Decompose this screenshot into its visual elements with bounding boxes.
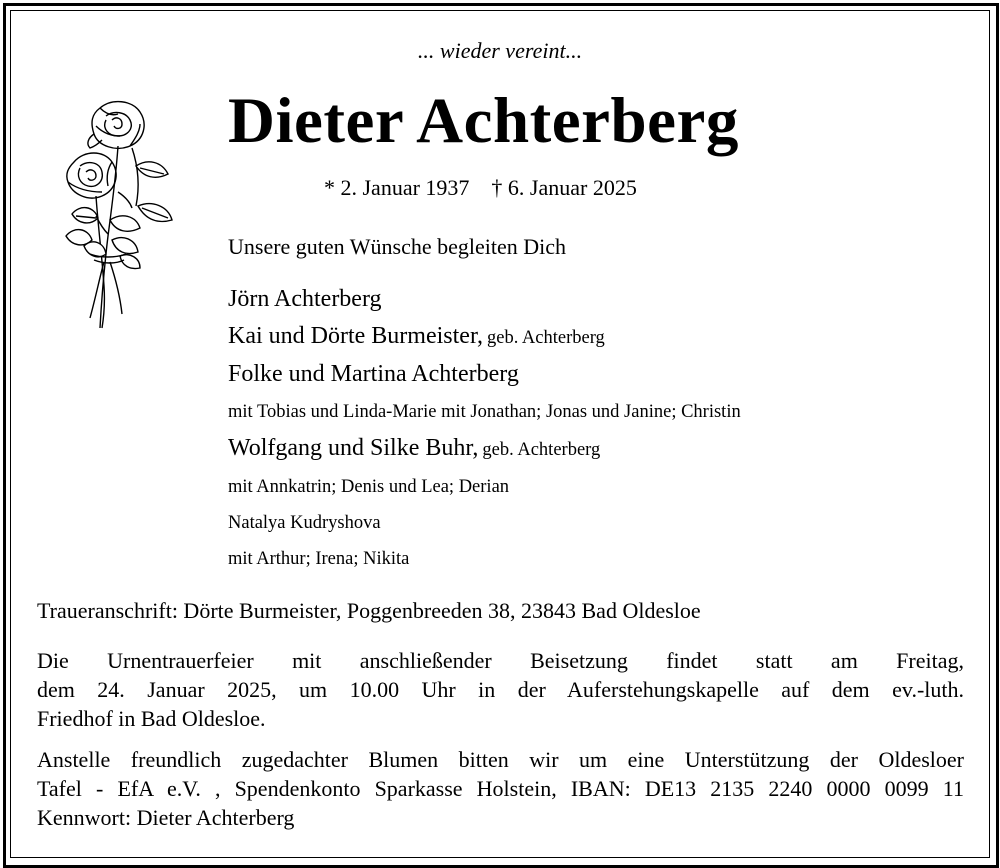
donation-line: Anstelle freundlich zugedachter Blumen bitten wir um eine Unterstützung der Oldesloer [37,747,964,772]
mourner-name: Folke und Martina Achterberg [228,361,519,387]
deceased-name: Dieter Achterberg [228,85,739,157]
mourner-entry [228,435,600,462]
ceremony-paragraph [37,646,964,733]
mourning-address: Traueranschrift: Dörte Burmeister, Poggenbreeden 38, 23843 Bad Oldesloe [37,598,701,623]
birth-date: * 2. Januar 1937 [324,175,470,200]
donation-line: Kennwort: Dieter Achterberg [37,805,295,830]
upper-rose-icon [88,102,144,149]
maiden-name-note: geb. Achterberg [486,328,605,348]
wishes-line: Unsere guten Wünsche begleiten Dich [228,234,567,259]
ceremony-line: Die Urnentrauerfeier mit anschließender Beisetzung findet statt am Freitag, [37,648,964,673]
mourner-name: Jörn Achterberg [228,286,382,312]
mourner-name: Natalya Kudryshova [228,513,381,533]
donation-line: Tafel - EfA e.V. , Spendenkonto Sparkasse Holstein, IBAN: DE13 2135 2240 0000 0099 11 [37,776,964,801]
mourner-children: mit Tobias und Linda-Marie mit Jonathan; Jonas und Janine; Christin [228,402,741,422]
ceremony-line: dem 24. Januar 2025, um 10.00 Uhr in der Auferstehungskapelle auf dem ev.-luth. [37,677,964,702]
death-date: † 6. Januar 2025 [491,175,637,200]
mourner-name: Wolfgang und Silke Buhr, [228,435,479,461]
mourner-children: mit Arthur; Irena; Nikita [228,549,410,569]
ceremony-line: Friedhof in Bad Oldesloe. [37,706,266,731]
maiden-name-note: geb. Achterberg [482,440,601,460]
mourner-entry [228,323,605,350]
donation-paragraph [37,745,964,832]
lower-rose-icon [67,153,116,198]
motto: ... wieder vereint... [417,38,583,63]
life-dates [324,175,637,201]
mourner-name: Kai und Dörte Burmeister, [228,323,483,349]
mourner-children: mit Annkatrin; Denis und Lea; Derian [228,477,510,497]
rose-illustration-icon [60,96,175,331]
